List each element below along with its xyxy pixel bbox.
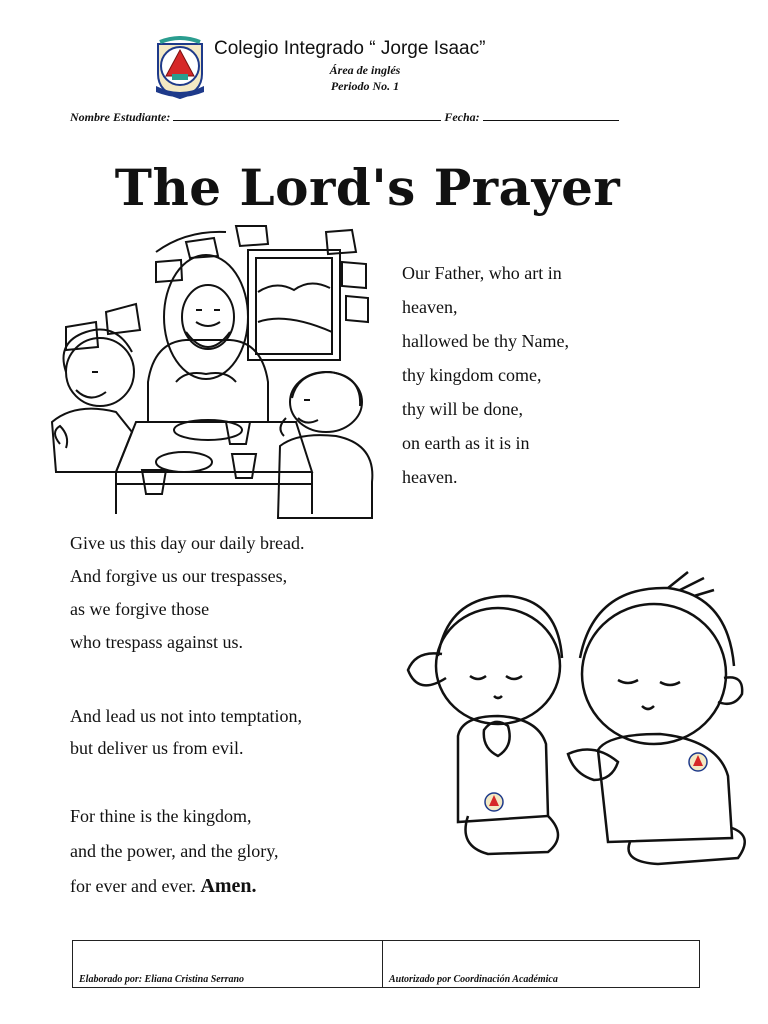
student-name-label: Nombre Estudiante:	[70, 110, 171, 124]
prayer-line: Our Father, who art in	[402, 263, 562, 283]
student-info-line	[70, 110, 619, 125]
prayer-line: on earth as it is in	[402, 433, 530, 453]
prayer-line: as we forgive those	[70, 599, 210, 619]
praying-children-illustration	[398, 566, 754, 866]
footer-cell-elaborated	[73, 941, 383, 987]
date-label: Fecha:	[444, 110, 480, 124]
footer-elaborated: Elaborado por: Eliana Cristina Serrano	[79, 974, 245, 985]
prayer-line: And lead us not into temptation,	[70, 706, 302, 726]
prayer-block-4	[70, 799, 279, 904]
prayer-line: And forgive us our trespasses,	[70, 566, 288, 586]
prayer-line: and the power, and the glory,	[70, 841, 279, 861]
prayer-line: thy kingdom come,	[402, 365, 542, 385]
prayer-line: heaven,	[402, 297, 458, 317]
prayer-block-1	[402, 256, 569, 494]
area-label: Área de inglés	[329, 63, 401, 77]
amen-word: Amen.	[200, 875, 257, 897]
prayer-block-3	[70, 700, 302, 764]
prayer-line: thy will be done,	[402, 399, 523, 419]
prayer-final-line	[70, 869, 279, 904]
last-supper-illustration	[36, 222, 392, 522]
prayer-line: for ever and ever.	[70, 876, 196, 896]
footer-table	[72, 940, 700, 988]
student-name-field[interactable]	[173, 119, 441, 121]
footer-authorized: Autorizado por Coordinación Académica	[389, 974, 558, 985]
page-title: The Lord's Prayer	[114, 158, 621, 217]
date-field[interactable]	[483, 119, 619, 121]
prayer-line: hallowed be thy Name,	[402, 331, 569, 351]
prayer-line: but deliver us from evil.	[70, 738, 244, 758]
prayer-line: Give us this day our daily bread.	[70, 533, 305, 553]
prayer-line: heaven.	[402, 467, 458, 487]
prayer-block-2	[70, 527, 304, 659]
prayer-line: For thine is the kingdom,	[70, 806, 252, 826]
prayer-line: who trespass against us.	[70, 632, 243, 652]
school-name: Colegio Integrado “ Jorge Isaac”	[214, 38, 486, 59]
footer-cell-authorized	[383, 941, 699, 987]
period-label: Periodo No. 1	[330, 79, 400, 93]
